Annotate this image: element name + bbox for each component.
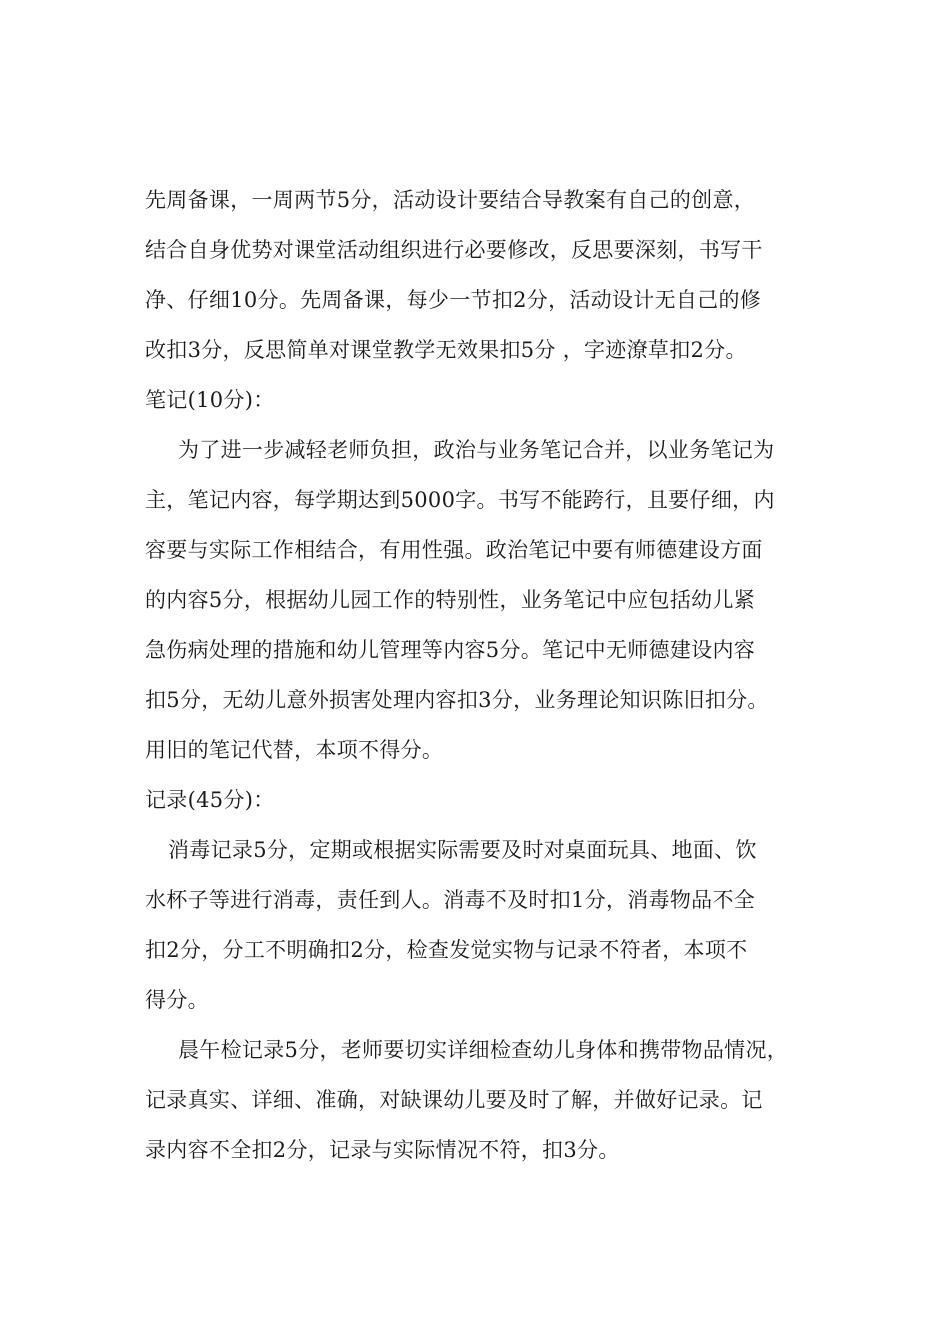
text-line: 记录真实、详细、准确，对缺课幼儿要及时了解，并做好记录。记	[145, 1088, 763, 1112]
text-line: 的内容5分，根据幼儿园工作的特别性，业务笔记中应包括幼儿紧	[145, 588, 756, 612]
section-heading-notes: 笔记(10分)：	[145, 388, 275, 412]
text-line: 得分。	[145, 988, 209, 1012]
text-line: 为了进一步减轻老师负担，政治与业务笔记合并，以业务笔记为	[178, 438, 775, 462]
text-line: 水杯子等进行消毒，责任到人。消毒不及时扣1分，消毒物品不全	[145, 888, 756, 912]
text-line: 录内容不全扣2分，记录与实际情况不符，扣3分。	[145, 1138, 620, 1162]
section-heading-records: 记录(45分)：	[145, 788, 275, 812]
text-line: 容要与实际工作相结合，有用性强。政治笔记中要有师德建设方面	[145, 538, 763, 562]
text-line: 扣5分，无幼儿意外损害处理内容扣3分，业务理论知识陈旧扣分。	[145, 688, 769, 712]
text-line: 用旧的笔记代替，本项不得分。	[145, 738, 444, 762]
text-line: 扣2分，分工不明确扣2分，检查发觉实物与记录不符者，本项不	[145, 938, 748, 962]
text-line: 消毒记录5分，定期或根据实际需要及时对桌面玩具、地面、饮	[168, 838, 757, 862]
text-line: 改扣3分，反思简单对课堂教学无效果扣5分 ，字迹潦草扣2分。	[145, 338, 747, 362]
text-line: 结合自身优势对课堂活动组织进行必要修改，反思要深刻，书写干	[145, 238, 763, 262]
text-line: 净、仔细10分。先周备课，每少一节扣2分，活动设计无自己的修	[145, 288, 762, 312]
text-line: 晨午检记录5分，老师要切实详细检查幼儿身体和携带物品情况，	[178, 1038, 789, 1062]
text-line: 主，笔记内容，每学期达到5000字。书写不能跨行，且要仔细，内	[145, 488, 775, 512]
text-line: 急伤病处理的措施和幼儿管理等内容5分。笔记中无师德建设内容	[145, 638, 756, 662]
text-line: 先周备课，一周两节5分，活动设计要结合导教案有自己的创意，	[145, 188, 756, 212]
